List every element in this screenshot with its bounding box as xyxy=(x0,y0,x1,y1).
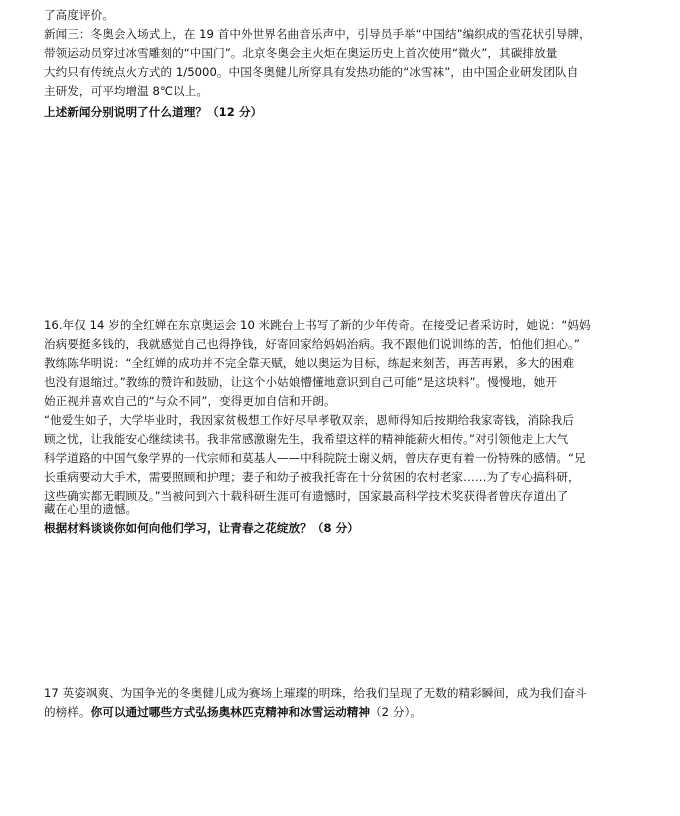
news3-line-1: 了高度评价。 xyxy=(44,8,114,22)
q16-line-9: 长重病要动大手术，需要照顾和护理；妻子和幼子被我托寄在十分贫困的农村老家……为了专心搞科研， xyxy=(44,470,580,484)
q17-line-2 xyxy=(44,703,422,722)
q17-score: （2 分）。 xyxy=(370,705,422,719)
news3-line-4: 大约只有传统点火方式的 1/5000。中国冬奥健儿所穿具有发热功能的“冰雪袜”，由中国企业研发团队自 xyxy=(44,65,579,79)
q16-line-1: 16.年仅 14 岁的全红婵在东京奥运会 10 米跳台上书写了新的少年传奇。在接受记者采访时，她说：“妈妈 xyxy=(44,318,591,332)
q16-line-11: 藏在心里的遗憾。 xyxy=(44,502,138,516)
q16-line-7: 顾之忧，让我能安心继续读书。我非常感激谢先生，我希望这样的精神能薪火相传。”对引领他走上大气 xyxy=(44,432,569,446)
q17-line-1: 17 英姿飒爽、为国争光的冬奥健儿成为赛场上璀璨的明珠，给我们呈现了无数的精彩瞬间，成为我们奋斗 xyxy=(44,686,587,700)
q16-line-10: 这些确实都无暇顾及。”当被问到六十载科研生涯可有遗憾时，国家最高科学技术奖获得者曾庆存道出了 xyxy=(44,489,569,503)
q16-question: 根据材料谈谈你如何向他们学习，让青春之花绽放？（8 分） xyxy=(44,521,359,535)
q17-line-2-prefix: 的榜样。 xyxy=(44,705,91,719)
news3-line-2: 新闻三：冬奥会入场式上，在 19 首中外世界名曲音乐声中，引导员手举“中国结”编织成的雪花状引导牌， xyxy=(44,27,591,41)
q16-line-6: “他爱生如子，大学毕业时，我因家贫极想工作好尽早孝敬双亲，恩师得知后按期给我家寄钱，消除我后 xyxy=(44,413,575,427)
q16-line-3: 教练陈华明说：“全红婵的成功并不完全靠天赋，她以奥运为目标，练起来刻苦，再苦再累，多大的困难 xyxy=(44,356,575,370)
q17-question: 你可以通过哪些方式弘扬奥林匹克精神和冰雪运动精神 xyxy=(90,705,371,719)
q16-line-5: 始正视并喜欢自己的“与众不同”，变得更加自信和开朗。 xyxy=(44,394,336,408)
q16-line-4: 也没有退缩过。”教练的赞许和鼓励，让这个小姑娘懵懂地意识到自己可能“是这块料”。慢慢地，她开 xyxy=(44,375,558,389)
q16-line-2: 治病要挺多钱的，我就感觉自己也得挣钱，好寄回家给妈妈治病。我不跟他们说训练的苦，怕他们担心。” xyxy=(44,337,580,351)
news3-question: 上述新闻分别说明了什么道理？（12 分） xyxy=(44,105,263,119)
news3-line-5: 主研发，可平均增温 8℃以上。 xyxy=(44,84,208,98)
q16-line-8: 科学道路的中国气象学界的一代宗师和莫基人——中科院院士谢义炳，曾庆存更有着一份特殊的感情。“兄 xyxy=(44,451,586,465)
news3-line-3: 带领运动员穿过冰雪雕刻的“中国门”。北京冬奥会主火炬在奥运历史上首次使用“微火”，其碳排放量 xyxy=(44,46,558,60)
